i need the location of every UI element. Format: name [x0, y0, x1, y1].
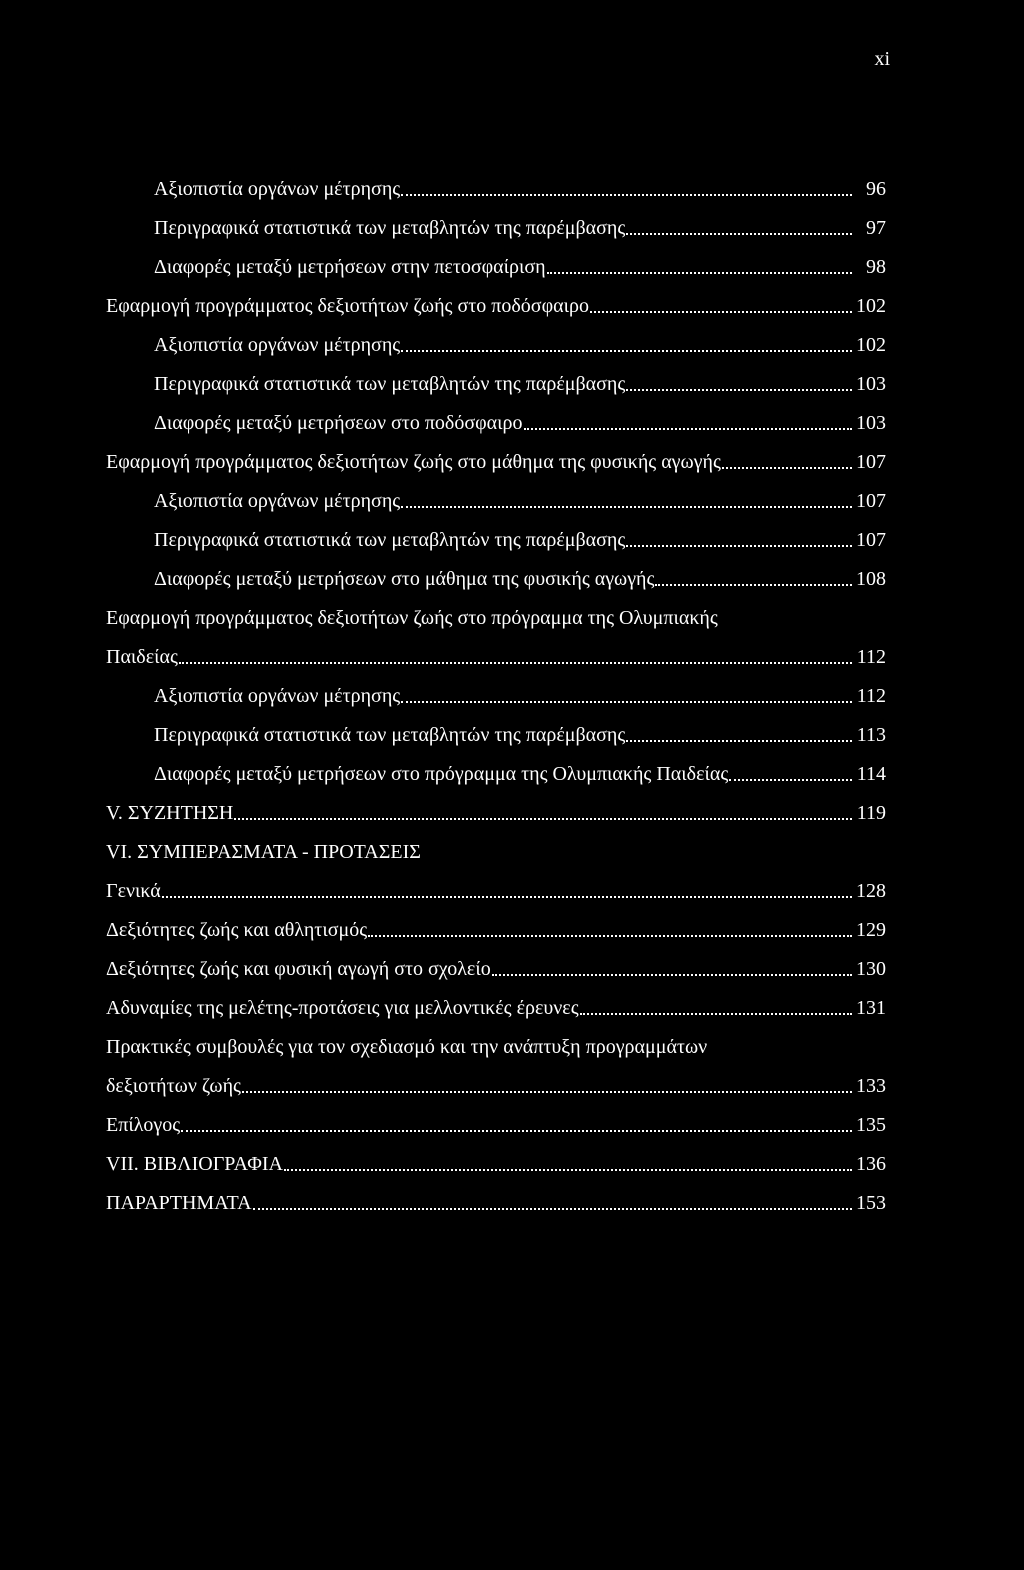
toc-entry-title: VII. ΒΙΒΛΙΟΓΡΑΦΙΑ: [106, 1153, 283, 1175]
toc-entry-page: 114: [856, 763, 886, 785]
dot-leader: [181, 1130, 852, 1132]
toc-entry[interactable]: [106, 864, 886, 903]
toc-entry-title: Αξιοπιστία οργάνων μέτρησης: [154, 685, 401, 707]
toc-entry-title: Αξιοπιστία οργάνων μέτρησης: [154, 490, 401, 512]
toc-entry-page: 131: [856, 997, 886, 1019]
toc-entry-title: Πρακτικές συμβουλές για τον σχεδιασμό και την ανάπτυξη προγραμμάτων: [106, 1036, 708, 1058]
dot-leader: [626, 740, 852, 742]
dot-leader: [179, 662, 852, 664]
toc-entry[interactable]: [106, 1020, 886, 1059]
toc-entry-title: δεξιοτήτων ζωής: [106, 1075, 241, 1097]
toc-entry-title: Εφαρμογή προγράμματος δεξιοτήτων ζωής στο μάθημα της φυσικής αγωγής: [106, 451, 721, 473]
toc-entry[interactable]: [106, 786, 886, 825]
toc-entry[interactable]: [106, 747, 886, 786]
dot-leader: [401, 506, 852, 508]
toc-entry[interactable]: [106, 396, 886, 435]
toc-entry-page: 119: [856, 802, 886, 824]
toc-entry-title: Δεξιότητες ζωής και φυσική αγωγή στο σχολείο: [106, 958, 491, 980]
dot-leader: [524, 428, 852, 430]
toc-entry-page: 97: [866, 217, 886, 239]
dot-leader: [253, 1208, 852, 1210]
dot-leader: [242, 1091, 852, 1093]
toc-entry[interactable]: [106, 708, 886, 747]
dot-leader: [492, 974, 852, 976]
toc-entry-page: 153: [856, 1192, 886, 1214]
toc-entry-title: ΠΑΡΑΡΤΗΜΑΤΑ: [106, 1192, 252, 1214]
toc-entry-page: 102: [856, 334, 886, 356]
toc-entry-title: VI. ΣΥΜΠΕΡΑΣΜΑΤΑ - ΠΡΟΤΑΣΕΙΣ: [106, 841, 421, 863]
toc-entry-page: 112: [856, 646, 886, 668]
dot-leader: [401, 701, 852, 703]
dot-leader: [284, 1169, 852, 1171]
toc-entry-page: 102: [856, 295, 886, 317]
toc-entry-title: Διαφορές μεταξύ μετρήσεων στην πετοσφαίριση: [154, 256, 546, 278]
toc-entry-page: 108: [856, 568, 886, 590]
toc-entry-page: 112: [856, 685, 886, 707]
toc-entry[interactable]: [106, 981, 886, 1020]
toc-entry[interactable]: [106, 1137, 886, 1176]
toc-entry-page: 129: [856, 919, 886, 941]
toc-entry-title: Περιγραφικά στατιστικά των μεταβλητών της παρέμβασης: [154, 529, 626, 551]
toc-entry-page: 107: [856, 529, 886, 551]
toc-entry-page: 130: [856, 958, 886, 980]
toc-entry[interactable]: [106, 630, 886, 669]
toc-entry[interactable]: [106, 513, 886, 552]
toc-entry-page: 107: [856, 451, 886, 473]
toc-entry-page: 133: [856, 1075, 886, 1097]
toc-entry-title: Διαφορές μεταξύ μετρήσεων στο πρόγραμμα της Ολυμπιακής Παιδείας: [154, 763, 729, 785]
toc-entry[interactable]: [106, 318, 886, 357]
toc-entry-title: Παιδείας: [106, 646, 178, 668]
toc-entry[interactable]: [106, 279, 886, 318]
toc-entry[interactable]: [106, 552, 886, 591]
dot-leader: [580, 1013, 852, 1015]
toc-entry[interactable]: [106, 1176, 886, 1215]
dot-leader: [401, 194, 852, 196]
toc-entry-page: 103: [856, 373, 886, 395]
toc-entry-title: Δεξιότητες ζωής και αθλητισμός: [106, 919, 368, 941]
table-of-contents: [106, 162, 886, 1215]
toc-entry-title: Επίλογος: [106, 1114, 181, 1136]
dot-leader: [401, 350, 852, 352]
toc-entry[interactable]: [106, 903, 886, 942]
page-number: xi: [874, 48, 890, 70]
dot-leader: [162, 896, 852, 898]
toc-entry-title: Περιγραφικά στατιστικά των μεταβλητών της παρέμβασης: [154, 373, 626, 395]
toc-entry-page: 103: [856, 412, 886, 434]
dot-leader: [368, 935, 852, 937]
toc-entry-page: 128: [856, 880, 886, 902]
toc-entry[interactable]: [106, 240, 886, 279]
toc-entry-title: Εφαρμογή προγράμματος δεξιοτήτων ζωής στο πρόγραμμα της Ολυμπιακής: [106, 607, 718, 629]
toc-entry-title: Αξιοπιστία οργάνων μέτρησης: [154, 334, 401, 356]
dot-leader: [722, 467, 852, 469]
dot-leader: [729, 779, 852, 781]
toc-entry-title: Εφαρμογή προγράμματος δεξιοτήτων ζωής στο ποδόσφαιρο: [106, 295, 589, 317]
toc-entry-title: Περιγραφικά στατιστικά των μεταβλητών της παρέμβασης: [154, 217, 626, 239]
toc-entry[interactable]: [106, 435, 886, 474]
dot-leader: [547, 272, 852, 274]
toc-entry[interactable]: [106, 201, 886, 240]
toc-entry[interactable]: [106, 1059, 886, 1098]
dot-leader: [626, 233, 852, 235]
toc-entry[interactable]: [106, 1098, 886, 1137]
toc-entry-title: V. ΣΥΖΗΤΗΣΗ: [106, 802, 234, 824]
toc-entry-page: 136: [856, 1153, 886, 1175]
toc-entry-title: Διαφορές μεταξύ μετρήσεων στο ποδόσφαιρο: [154, 412, 523, 434]
toc-entry-title: Αξιοπιστία οργάνων μέτρησης: [154, 178, 401, 200]
toc-entry[interactable]: [106, 357, 886, 396]
toc-entry[interactable]: [106, 591, 886, 630]
dot-leader: [626, 389, 852, 391]
toc-entry-title: Περιγραφικά στατιστικά των μεταβλητών της παρέμβασης: [154, 724, 626, 746]
dot-leader: [234, 818, 852, 820]
toc-entry-title: Αδυναμίες της μελέτης-προτάσεις για μελλοντικές έρευνες: [106, 997, 579, 1019]
dot-leader: [590, 311, 852, 313]
toc-entry-page: 135: [856, 1114, 886, 1136]
toc-entry[interactable]: [106, 825, 886, 864]
toc-entry-page: 98: [866, 256, 886, 278]
toc-entry[interactable]: [106, 162, 886, 201]
toc-entry[interactable]: [106, 942, 886, 981]
toc-entry-page: 113: [856, 724, 886, 746]
toc-entry-page: 107: [856, 490, 886, 512]
toc-entry-title: Γενικά: [106, 880, 161, 902]
toc-entry-page: 96: [866, 178, 886, 200]
dot-leader: [626, 545, 852, 547]
toc-entry-title: Διαφορές μεταξύ μετρήσεων στο μάθημα της φυσικής αγωγής: [154, 568, 655, 590]
dot-leader: [655, 584, 852, 586]
toc-entry[interactable]: [106, 669, 886, 708]
toc-entry[interactable]: [106, 474, 886, 513]
